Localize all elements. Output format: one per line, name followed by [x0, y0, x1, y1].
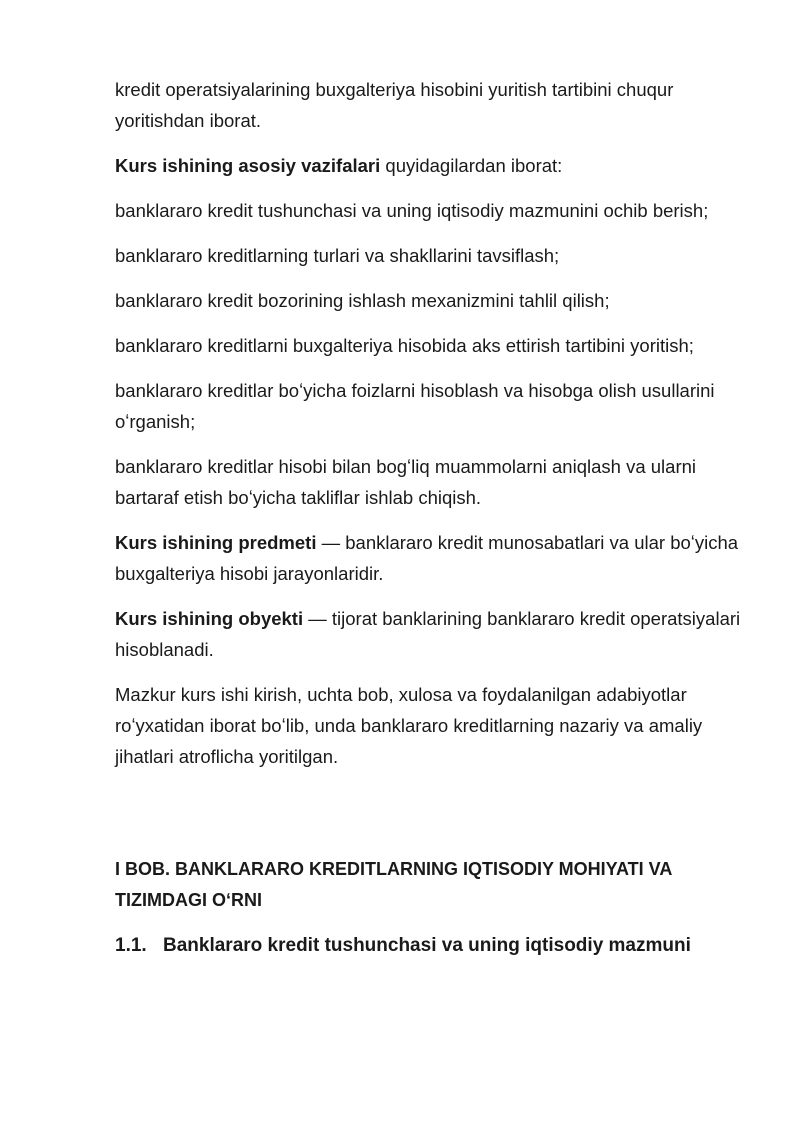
task-item: banklararo kredit bozorining ishlash mexanizmini tahlil qilish;: [115, 290, 610, 311]
chapter-title: I BOB. BANKLARARO KREDITLARNING IQTISODIY MOHIYATI VA TIZIMDAGI OʻRNI: [115, 859, 672, 910]
task-item: banklararo kreditlar boʻyicha foizlarni hisoblash va hisobga olish usullarini oʻrganish;: [115, 380, 715, 432]
tasks-heading-rest: quyidagilardan iborat:: [380, 155, 563, 176]
task-item: banklararo kreditlarni buxgalteriya hisobida aks ettirish tartibini yoritish;: [115, 335, 694, 356]
subject-bold: Kurs ishining predmeti: [115, 532, 317, 553]
subject-rest: — banklararo kredit munosabatlari va ular boʻyicha buxgalteriya hisobi jarayonlaridir.: [115, 532, 739, 584]
task-item: banklararo kreditlarning turlari va shakllarini tavsiflash;: [115, 245, 560, 266]
document-page: [115, 74, 755, 961]
subject-paragraph: [115, 527, 755, 589]
task-item: banklararo kredit tushunchasi va uning iqtisodiy mazmunini ochib berish;: [115, 200, 709, 221]
tasks-heading-bold: Kurs ishining asosiy vazifalari: [115, 155, 381, 176]
structure-paragraph: Mazkur kurs ishi kirish, uchta bob, xulosa va foydalanilgan adabiyotlar roʻyxatidan iborat boʻlib, unda banklararo kreditlarning nazariy va amaliy jihatlari atroflicha yoritilgan.: [115, 684, 703, 767]
section-number: 1.1.: [115, 935, 147, 956]
task-item: banklararo kreditlar hisobi bilan bogʻliq muammolarni aniqlash va ularni bartaraf etish boʻyicha takliflar ishlab chiqish.: [115, 456, 696, 508]
section-heading: [115, 930, 755, 961]
intro-paragraph: kredit operatsiyalarining buxgalteriya hisobini yuritish tartibini chuqur yoritishdan iborat.: [115, 79, 674, 131]
tasks-heading: [115, 150, 755, 181]
object-rest: — tijorat banklarining banklararo kredit operatsiyalari hisoblanadi.: [115, 608, 741, 660]
object-bold: Kurs ishining obyekti: [115, 608, 304, 629]
object-paragraph: [115, 603, 755, 665]
section-title: Banklararo kredit tushunchasi va uning iqtisodiy mazmuni: [163, 935, 691, 956]
